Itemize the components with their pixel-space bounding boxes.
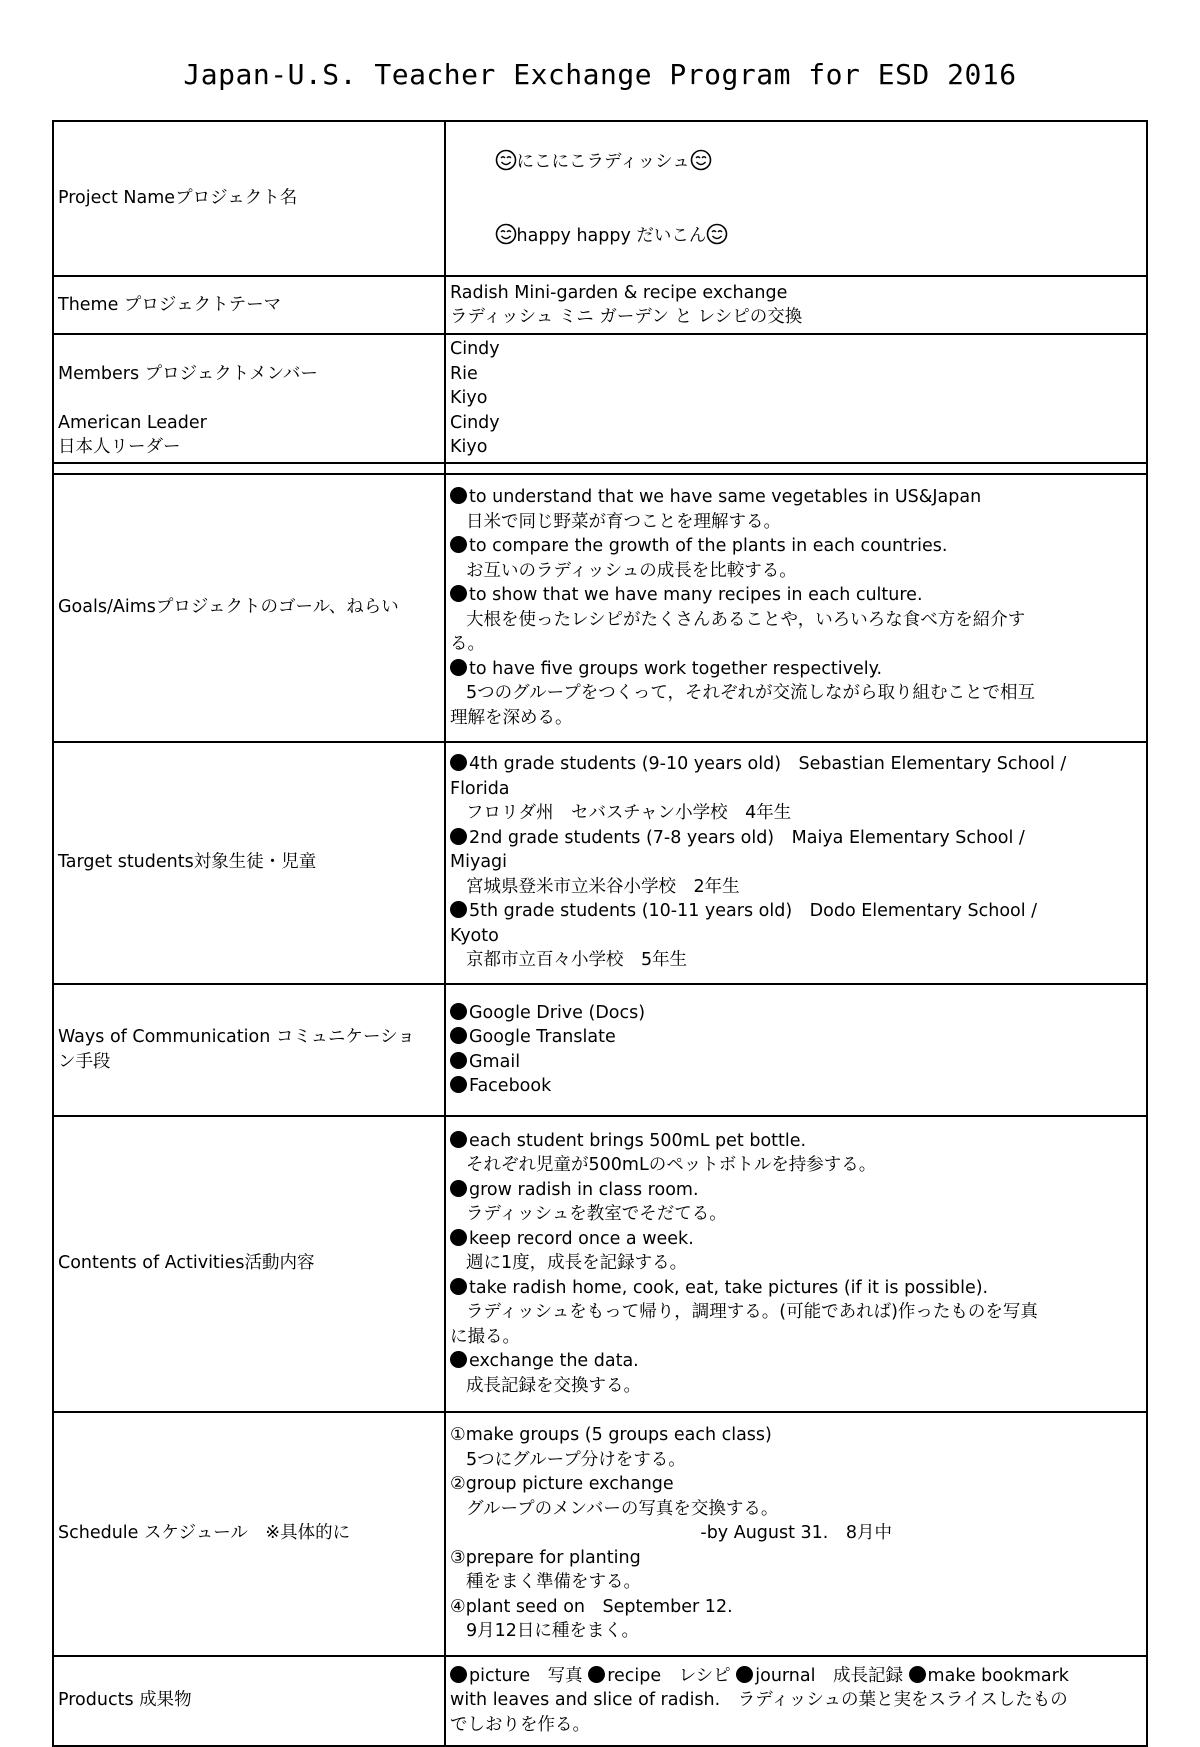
product-item: make bookmark	[927, 1665, 1069, 1686]
row-products	[53, 1656, 1147, 1746]
bullet-icon	[450, 1351, 467, 1368]
row-theme	[53, 276, 1147, 334]
products-value	[445, 1656, 1147, 1746]
schedule-ja: 9月12日に種をまく。	[466, 1621, 640, 1642]
schedule-value	[445, 1412, 1147, 1656]
bullet-icon	[450, 901, 467, 918]
activity-ja-cont: に撮る。	[450, 1326, 520, 1347]
members-labels	[53, 334, 445, 463]
smiley-icon	[690, 149, 712, 171]
schedule-en: ③prepare for planting	[450, 1547, 641, 1568]
target-ja: 京都市立百々小学校 5年生	[466, 950, 688, 971]
goal-en: to show that we have many recipes in each culture.	[469, 585, 923, 605]
activity-en: exchange the data.	[469, 1351, 639, 1372]
goal-ja: 5つのグループをつくって，それぞれが交流しながら取り組むことで相互	[466, 683, 1036, 703]
bullet-icon	[450, 487, 467, 504]
bullet-icon	[450, 585, 467, 602]
goal-en: to have five groups work together respectively.	[469, 658, 883, 679]
row-project-name	[53, 121, 1147, 276]
bullet-icon	[450, 754, 467, 771]
bullet-icon	[450, 1229, 467, 1246]
product-item: recipe レシピ	[607, 1665, 737, 1686]
bullet-icon	[450, 1278, 467, 1295]
activities-value	[445, 1116, 1147, 1412]
bullet-icon	[450, 1003, 467, 1020]
target-en-cont: Kyoto	[450, 925, 499, 946]
row-spacer	[53, 463, 1147, 474]
members-values	[445, 334, 1147, 463]
japanese-leader-name: Kiyo	[450, 437, 488, 457]
member-name: Kiyo	[450, 388, 488, 408]
schedule-ja: 種をまく準備をする。	[466, 1572, 641, 1593]
communication-label: Ways of Communication コミュニケーショ ン手段	[53, 984, 445, 1116]
communication-item: Gmail	[469, 1051, 521, 1072]
schedule-en: ②group picture exchange	[450, 1474, 674, 1495]
bullet-icon	[450, 828, 467, 845]
goal-en: to understand that we have same vegetables in US&Japan	[469, 487, 982, 507]
activity-ja: ラディッシュを教室でそだてる。	[466, 1204, 727, 1225]
project-name-label: Project Nameプロジェクト名	[53, 121, 445, 276]
theme-label: Theme プロジェクトテーマ	[53, 276, 445, 334]
activity-en: keep record once a week.	[469, 1228, 694, 1249]
document-title: Japan-U.S. Teacher Exchange Program for ESD 2016	[183, 58, 1017, 91]
communication-item: Facebook	[469, 1076, 552, 1096]
goal-ja-cont: る。	[450, 634, 485, 654]
communication-item: Google Drive (Docs)	[469, 1002, 646, 1023]
members-label: Members プロジェクトメンバー	[58, 363, 318, 384]
member-name: Cindy	[450, 339, 500, 359]
smiley-icon	[495, 149, 517, 171]
goal-ja: 日米で同じ野菜が育つことを理解する。	[466, 511, 781, 532]
products-line3: でしおりを作る。	[450, 1714, 590, 1735]
activities-label: Contents of Activities活動内容	[53, 1116, 445, 1412]
row-schedule	[53, 1412, 1147, 1656]
schedule-en: ④plant seed on September 12.	[450, 1596, 733, 1617]
bullet-icon	[909, 1666, 926, 1683]
target-en: 4th grade students (9-10 years old) Sebastian Elementary School /	[469, 754, 1067, 775]
target-ja: 宮城県登米市立米谷小学校 2年生	[466, 876, 740, 897]
target-en: 5th grade students (10-11 years old) Dodo Elementary School /	[469, 901, 1038, 922]
bullet-icon	[450, 1052, 467, 1069]
goals-value	[445, 474, 1147, 742]
goals-label: Goals/Aimsプロジェクトのゴール、ねらい	[53, 474, 445, 742]
schedule-ja: 5つにグループ分けをする。	[466, 1449, 686, 1470]
target-en-cont: Florida	[450, 778, 510, 799]
products-line2: with leaves and slice of radish. ラディッシュの葉と実をスライスしたもの	[450, 1690, 1068, 1711]
product-item: picture 写真	[469, 1665, 589, 1686]
activity-ja: 成長記録を交換する。	[466, 1375, 641, 1396]
goal-ja: お互いのラディッシュの成長を比較する。	[466, 560, 797, 581]
goal-ja: 大根を使ったレシピがたくさんあることや，いろいろな食べ方を紹介す	[466, 609, 1026, 630]
schedule-date: -by August 31. 8月中	[700, 1523, 892, 1544]
row-target-students	[53, 742, 1147, 984]
schedule-ja: グループのメンバーの写真を交換する。	[466, 1498, 779, 1519]
bullet-icon	[450, 1076, 467, 1093]
smiley-icon	[706, 223, 728, 245]
activity-ja: ラディッシュをもって帰り，調理する。(可能であれば)作ったものを写真	[466, 1302, 1038, 1323]
schedule-en: ①make groups (5 groups each class)	[450, 1425, 772, 1446]
target-en-cont: Miyagi	[450, 852, 508, 873]
member-name: Rie	[450, 363, 478, 384]
row-members	[53, 334, 1147, 463]
bullet-icon	[450, 1666, 467, 1683]
project-name-japanese: にこにこラディッシュ	[516, 151, 690, 172]
communication-item: Google Translate	[469, 1027, 616, 1047]
product-item: journal 成長記録	[755, 1665, 909, 1686]
bullet-icon	[588, 1666, 605, 1683]
bullet-icon	[450, 1027, 467, 1044]
target-ja: フロリダ州 セバスチャン小学校 4年生	[466, 803, 792, 824]
schedule-label: Schedule スケジュール ※具体的に	[53, 1412, 445, 1656]
project-name-mixed: happy happy だいこん	[516, 226, 707, 246]
theme-english: Radish Mini-garden & recipe exchange	[450, 282, 788, 303]
activity-en: each student brings 500mL pet bottle.	[469, 1130, 807, 1151]
bullet-icon	[450, 1180, 467, 1197]
smiley-icon	[495, 223, 517, 245]
american-leader-name: Cindy	[450, 412, 500, 433]
japanese-leader-label: 日本人リーダー	[58, 437, 181, 457]
activity-ja: 週に1度，成長を記録する。	[466, 1253, 688, 1274]
row-communication	[53, 984, 1147, 1116]
target-en: 2nd grade students (7-8 years old) Maiya Elementary School /	[469, 827, 1025, 848]
activity-en: take radish home, cook, eat, take pictures (if it is possible).	[469, 1277, 989, 1298]
bullet-icon	[450, 1131, 467, 1148]
activity-ja: それぞれ児童が500mLのペットボトルを持参する。	[466, 1155, 877, 1176]
activity-en: grow radish in class room.	[469, 1179, 699, 1200]
target-label: Target students対象生徒・児童	[53, 742, 445, 984]
products-label: Products 成果物	[53, 1656, 445, 1746]
project-name-value	[445, 121, 1147, 276]
row-activities	[53, 1116, 1147, 1412]
row-goals	[53, 474, 1147, 742]
target-value	[445, 742, 1147, 984]
theme-value	[445, 276, 1147, 334]
goal-en: to compare the growth of the plants in each countries.	[469, 536, 948, 556]
communication-value	[445, 984, 1147, 1116]
bullet-icon	[450, 536, 467, 553]
bullet-icon	[736, 1666, 753, 1683]
american-leader-label: American Leader	[58, 412, 207, 433]
goal-ja-cont: 理解を深める。	[450, 707, 573, 728]
theme-japanese: ラディッシュ ミニ ガーデン と レシピの交換	[450, 307, 803, 327]
project-form-table	[52, 120, 1148, 1747]
bullet-icon	[450, 659, 467, 676]
